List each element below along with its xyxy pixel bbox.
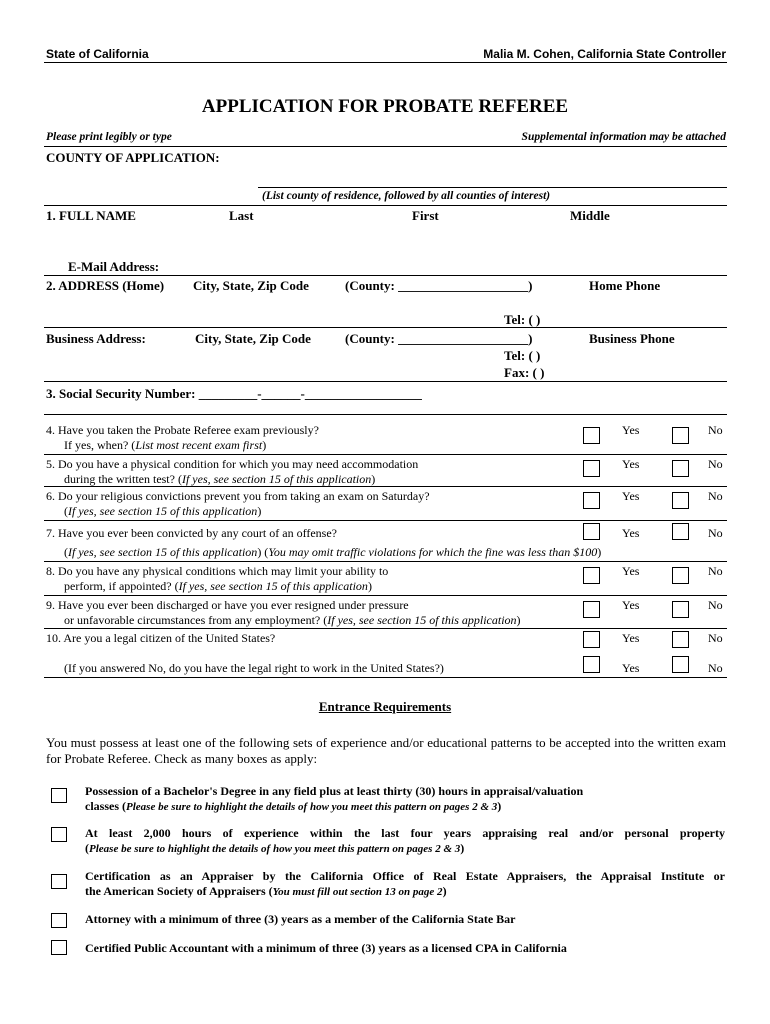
home-address-label: 2. ADDRESS (Home) (46, 278, 165, 293)
print-note: Please print legibly or type (46, 131, 172, 143)
home-county-label: (County: ____________________) (345, 278, 533, 293)
header-controller: Malia M. Cohen, California State Controller (483, 47, 726, 61)
last-name-label: Last (229, 208, 254, 223)
q7-yes-checkbox[interactable] (583, 523, 600, 540)
county-field[interactable] (258, 187, 727, 188)
q10-no-checkbox[interactable] (672, 631, 689, 648)
q9-yes-checkbox[interactable] (583, 601, 600, 618)
q10b-no-checkbox[interactable] (672, 656, 689, 673)
entrance-heading: Entrance Requirements (318, 699, 452, 714)
option-certification-checkbox[interactable] (51, 874, 67, 889)
header-state: State of California (46, 47, 149, 61)
q5-yes-checkbox[interactable] (583, 460, 600, 477)
county-label: COUNTY OF APPLICATION: (46, 150, 220, 165)
supplemental-note: Supplemental information may be attached (521, 131, 726, 143)
home-phone-label: Home Phone (589, 278, 661, 293)
email-label: E-Mail Address: (68, 259, 160, 274)
business-county-label: (County: ____________________) (345, 331, 533, 346)
county-hint: (List county of residence, followed by all counties of interest) (262, 190, 551, 202)
business-address-label: Business Address: (46, 331, 146, 346)
name-field-line[interactable] (44, 275, 727, 276)
q10b-yes-checkbox[interactable] (583, 656, 600, 673)
q4-no-checkbox[interactable] (672, 427, 689, 444)
home-city-label: City, State, Zip Code (193, 278, 309, 293)
entrance-paragraph: You must possess at least one of the following sets of experience and/or educational patterns to be accepted into the written exam for Probate Referee. Check as many boxes as apply: (46, 735, 726, 766)
q8-no-checkbox[interactable] (672, 567, 689, 584)
q8-yes-checkbox[interactable] (583, 567, 600, 584)
option-bachelors-checkbox[interactable] (51, 788, 67, 803)
business-fax: Fax: ( ) (504, 365, 545, 380)
business-phone-label: Business Phone (589, 331, 675, 346)
page-title: APPLICATION FOR PROBATE REFEREE (201, 96, 569, 117)
q5-no-checkbox[interactable] (672, 460, 689, 477)
q10-yes-checkbox[interactable] (583, 631, 600, 648)
business-city-label: City, State, Zip Code (195, 331, 311, 346)
option-cpa-checkbox[interactable] (51, 940, 67, 955)
option-experience-checkbox[interactable] (51, 827, 67, 842)
q6-yes-checkbox[interactable] (583, 492, 600, 509)
full-name-label: 1. FULL NAME (46, 208, 136, 223)
q7-no-checkbox[interactable] (672, 523, 689, 540)
first-name-label: First (412, 208, 439, 223)
home-tel: Tel: ( ) (504, 312, 541, 327)
q4-yes-checkbox[interactable] (583, 427, 600, 444)
business-tel: Tel: ( ) (504, 348, 541, 363)
option-attorney-checkbox[interactable] (51, 913, 67, 928)
middle-name-label: Middle (570, 208, 610, 223)
q6-no-checkbox[interactable] (672, 492, 689, 509)
ssn-field[interactable]: 3. Social Security Number: _________-______-__________________ (46, 386, 422, 401)
q9-no-checkbox[interactable] (672, 601, 689, 618)
header-rule (44, 62, 727, 63)
home-address-field[interactable] (44, 327, 727, 328)
